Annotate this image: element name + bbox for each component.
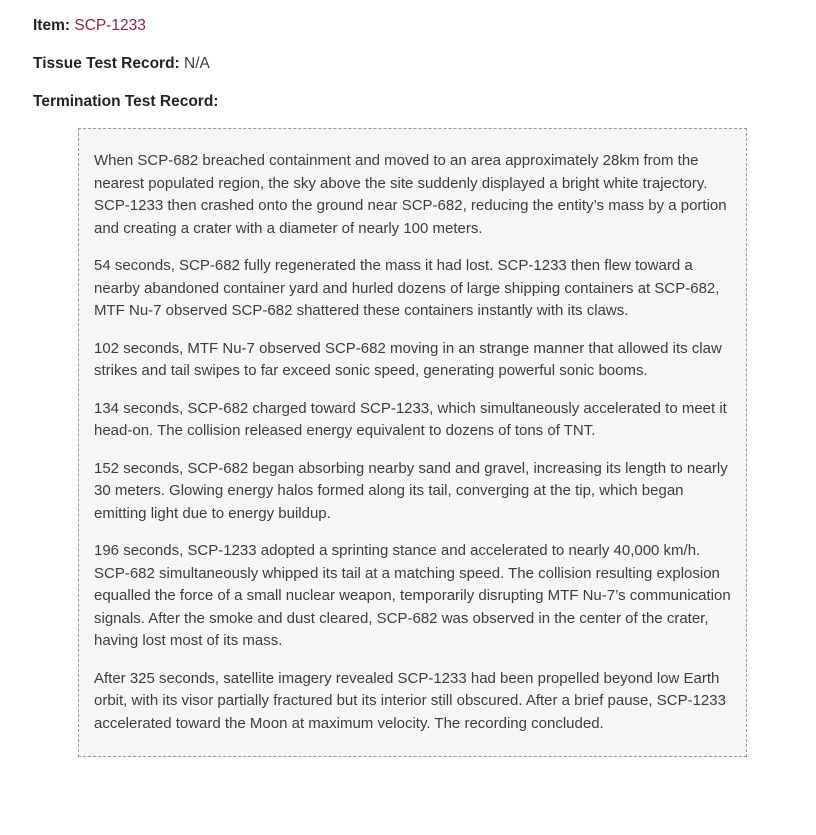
item-field [33,14,783,38]
item-field-label: Item: [33,17,71,34]
termination-test-paragraph-4: 134 seconds, SCP-682 charged toward SCP-1233, which simultaneously accelerated to meet it head-on. The collision released energy equivalent to dozens of tons of TNT. [94,399,727,439]
tissue-test-record-value: N/A [184,55,210,72]
article-content [33,14,783,757]
termination-test-paragraph-1: When SCP-682 breached containment and moved to an area approximately 28km from the nearest populated region, the sky above the site suddenly displayed a bright white trajectory. SCP-1233 then crashed onto the ground near SCP-682, reducing the entity’s mass by a portion and creating a crater with a diameter of nearly 100 meters. [94,152,727,237]
termination-test-paragraph-7: After 325 seconds, satellite imagery revealed SCP-1233 had been propelled beyond low Earth orbit, with its visor partially fractured but its interior still obscured. After a brief pause, SCP-1233 accelerated toward the Moon at maximum velocity. The recording concluded. [94,669,726,732]
termination-test-record-field [33,90,783,114]
scp-1233-link[interactable]: SCP-1233 [74,17,146,34]
tissue-test-record-field [33,52,783,76]
termination-test-paragraph-6: 196 seconds, SCP-1233 adopted a sprinting stance and accelerated to nearly 40,000 km/h. SCP-682 simultaneously whipped its tail at a matching speed. The collision resulting explosion equalled the force of a small nuclear weapon, temporarily disrupting MTF Nu-7’s communication signals. After the smoke and dust cleared, SCP-682 was observed in the center of the crater, having lost most of its mass. [94,542,731,649]
termination-test-paragraph-3: 102 seconds, MTF Nu-7 observed SCP-682 moving in an strange manner that allowed its claw strikes and tail swipes to far exceed sonic speed, generating powerful sonic booms. [94,339,722,379]
termination-test-record-label: Termination Test Record: [33,93,219,110]
termination-test-paragraph-5: 152 seconds, SCP-682 began absorbing nearby sand and gravel, increasing its length to nearly 30 meters. Glowing energy halos formed along its tail, converging at the tip, which began emitting light due to energy buildup. [94,459,728,522]
termination-test-record-blockquote [78,128,747,757]
tissue-test-record-label: Tissue Test Record: [33,55,180,72]
termination-test-paragraph-2: 54 seconds, SCP-682 fully regenerated the mass it had lost. SCP-1233 then flew toward a nearby abandoned container yard and hurled dozens of large shipping containers at SCP-682, MTF Nu-7 observed SCP-682 shattered these containers instantly with its claws. [94,257,720,319]
